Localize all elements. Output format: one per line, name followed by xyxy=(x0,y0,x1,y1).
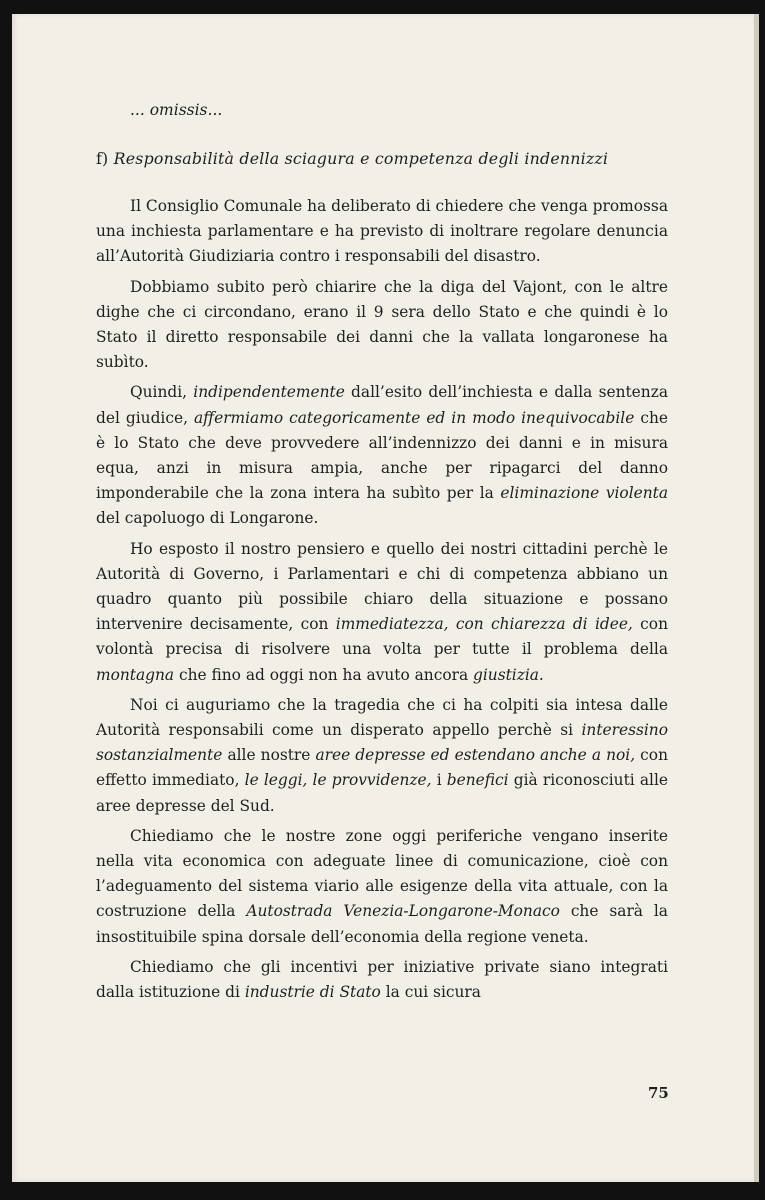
body-text xyxy=(96,194,668,1010)
italic-text: indipendentemente xyxy=(193,383,345,402)
paragraph xyxy=(96,194,668,270)
paragraph xyxy=(96,537,668,688)
text-run: Chiediamo che gli incentivi per iniziative private siano integrati dalla istituzione di xyxy=(96,957,668,1002)
paragraph xyxy=(96,824,668,950)
text-run: del capoluogo di Longarone. xyxy=(96,509,319,528)
italic-text: montagna xyxy=(96,665,175,684)
text-run: i xyxy=(431,771,447,790)
text-run: Quindi, xyxy=(130,383,194,402)
text-run: con effetto immediato, xyxy=(96,746,668,790)
italic-text: eliminazione violenta xyxy=(500,484,669,503)
text-run: Dobbiamo subito però chiarire che la diga del Vajont, con le altre dighe che ci circondano, erano il 9 sera dello Stato e che quindi è lo Stato il diretto responsabile dei danni che la vallata longaronese ha subìto. xyxy=(96,277,668,372)
section-heading xyxy=(96,149,666,168)
section-label: f) xyxy=(96,149,109,168)
italic-text: aree depresse ed estendano anche a noi, xyxy=(315,746,636,765)
italic-text: le leggi, le provvidenze, xyxy=(244,771,432,790)
italic-text: industrie di Stato xyxy=(244,983,381,1002)
page-number: 75 xyxy=(648,1084,669,1102)
text-run: Chiediamo che le nostre zone oggi periferiche vengano inserite nella vita economica con adeguate linee di comunicazione, cioè con l’adeguamento del sistema viario alle esigenze della vita attuale, con la costruzione della xyxy=(96,826,668,921)
text-run: già riconosciuti alle aree depresse del Sud. xyxy=(96,771,668,815)
text-run: dall’esito dell’inchiesta e dalla sentenza del giudice, xyxy=(96,383,668,427)
text-run: che sarà la insostituibile spina dorsale dell’economia della regione veneta. xyxy=(96,902,668,946)
text-run: che è lo Stato che deve provvedere all’indennizzo dei danni e in misura equa, anzi in misura ampia, anche per ripagarci del danno imponderabile che la zona intera ha subìto per la xyxy=(96,408,668,503)
paragraph xyxy=(96,955,668,1005)
paragraph xyxy=(96,380,668,531)
text-run: Ho esposto il nostro pensiero e quello dei nostri cittadini perchè le Autorità di Governo, i Parlamentari e chi di competenza abbiano un quadro quanto più possibile chiaro della situazione e possano intervenire decisamente, con xyxy=(96,539,668,634)
italic-text: giustizia. xyxy=(473,665,544,684)
page-edge xyxy=(754,14,759,1182)
italic-text: immediatezza, con chiarezza di idee, xyxy=(335,615,633,634)
italic-text: benefici xyxy=(446,771,509,790)
section-title: Responsabilità della sciagura e competenza degli indennizzi xyxy=(113,149,609,168)
italic-text: Autostrada Venezia-Longarone-Monaco xyxy=(246,902,560,921)
text-run: alle nostre xyxy=(222,746,316,765)
text-run: Noi ci auguriamo che la tragedia che ci ha colpiti sia intesa dalle Autorità responsabili come un disperato appello perchè si xyxy=(96,695,668,740)
paragraph xyxy=(96,275,668,376)
text-run: con volontà precisa di risolvere una volta per tutte il problema della xyxy=(96,615,668,659)
book-page xyxy=(12,14,754,1182)
text-run: la cui sicura xyxy=(380,983,481,1002)
text-run: che fino ad oggi non ha avuto ancora xyxy=(174,665,474,684)
omissis-note: ... omissis... xyxy=(130,101,223,119)
italic-text: interessino sostanzialmente xyxy=(96,721,668,765)
paragraph xyxy=(96,693,668,819)
italic-text: affermiamo categoricamente ed in modo inequivocabile xyxy=(194,408,635,427)
text-run: Il Consiglio Comunale ha deliberato di chiedere che venga promossa una inchiesta parlamentare e ha previsto di inoltrare regolare denuncia all’Autorità Giudiziaria contro i responsabili del disastro. xyxy=(96,197,668,266)
